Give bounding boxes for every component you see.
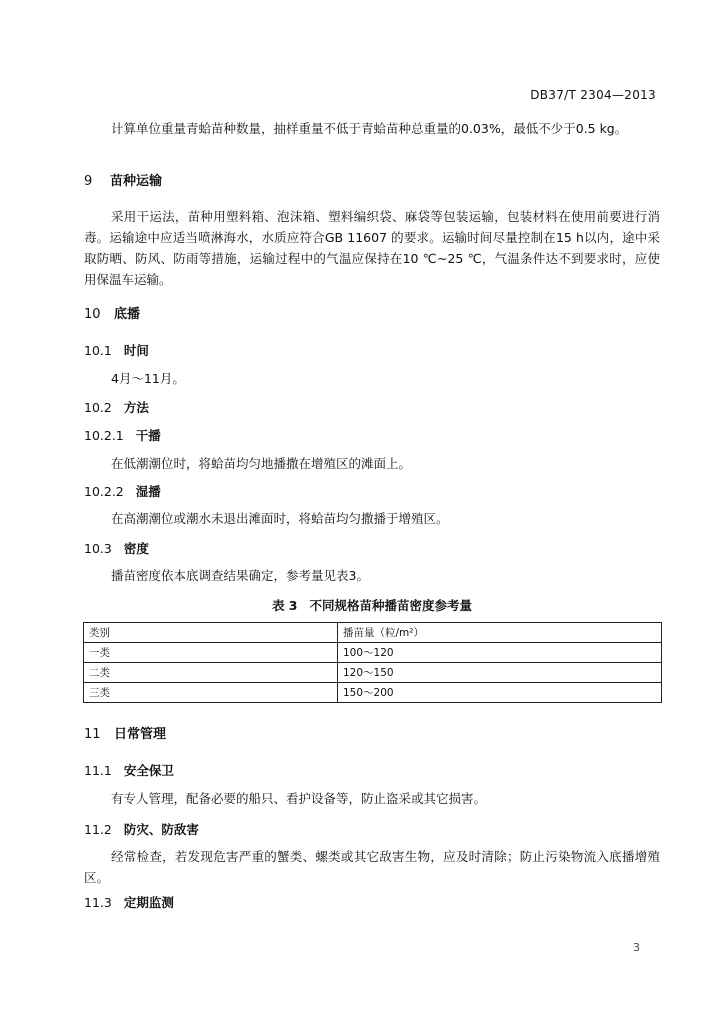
section-11-3-heading (84, 893, 174, 911)
density-table (83, 622, 662, 703)
page-number: 3 (633, 941, 640, 954)
section-title: 苗种运输 (110, 174, 163, 189)
section-10-2-2-heading (84, 482, 161, 500)
section-number: 11.1 (84, 763, 112, 778)
table-title: 不同规格苗种播苗密度参考量 (309, 598, 473, 613)
section-10-heading (84, 303, 140, 322)
paragraph-time: 4月～11月。 (111, 371, 185, 386)
cell-category: 二类 (84, 663, 338, 683)
table-row (84, 663, 662, 683)
paragraph-sampling: 计算单位重量青蛤苗种数量，抽样重量不低于青蛤苗种总重量的0.03%，最低不少于0.5 kg。 (111, 121, 628, 136)
table-label: 表 3 (271, 598, 298, 613)
header-cell-amount: 播苗量（粒/m²） (338, 623, 662, 643)
cell-amount: 120～150 (338, 663, 662, 683)
section-10-2-heading (84, 398, 149, 416)
paragraph-wet-sowing: 在高潮潮位或潮水未退出滩面时，将蛤苗均匀撒播于增殖区。 (111, 511, 449, 526)
section-number: 10.1 (84, 343, 112, 358)
section-9-heading (84, 170, 162, 189)
paragraph-security: 有专人管理，配备必要的船只、看护设备等，防止盗采或其它损害。 (111, 791, 487, 806)
table-row (84, 643, 662, 663)
cell-amount: 100～120 (338, 643, 662, 663)
section-number: 9 (84, 174, 93, 189)
section-title: 湿播 (135, 484, 161, 499)
section-11-heading (84, 723, 166, 742)
paragraph-disaster-prevention: 经常检查，若发现危害严重的蟹类、螺类或其它敌害生物，应及时清除；防止污染物流入底播增殖区。 (84, 849, 660, 885)
section-10-1-heading (84, 341, 149, 359)
section-title: 定期监测 (123, 895, 174, 910)
section-title: 方法 (123, 400, 149, 415)
section-11-2-heading (84, 820, 199, 838)
section-11-1-heading (84, 761, 174, 779)
table-header-row (84, 623, 662, 643)
paragraph-transport: 采用干运法，苗种用塑料箱、泡沫箱、塑料编织袋、麻袋等包装运输，包装材料在使用前要进行消毒。运输途中应适当喷淋海水，水质应符合GB 11607 的要求。运输时间尽量控制在15 h以内，途中采取防晒、防风、防雨等措施，运输过程中的气温应保持在10 ℃~25 ℃，气温条件达不到要求时，应使用保温车运输。 (84, 209, 660, 287)
section-title: 干播 (135, 428, 161, 443)
section-number: 10.2 (84, 400, 112, 415)
section-10-2-1-heading (84, 426, 161, 444)
section-number: 10 (84, 307, 101, 322)
section-number: 10.3 (84, 541, 112, 556)
section-number: 10.2.1 (84, 428, 124, 443)
section-title: 时间 (123, 343, 149, 358)
cell-amount: 150～200 (338, 683, 662, 703)
section-number: 11.3 (84, 895, 112, 910)
header-cell-category: 类别 (84, 623, 338, 643)
section-number: 11.2 (84, 822, 112, 837)
cell-category: 一类 (84, 643, 338, 663)
section-title: 密度 (123, 541, 149, 556)
cell-category: 三类 (84, 683, 338, 703)
section-title: 防灾、防敌害 (123, 822, 199, 837)
standard-code: DB37/T 2304—2013 (530, 88, 656, 102)
section-number: 10.2.2 (84, 484, 124, 499)
section-10-3-heading (84, 539, 149, 557)
section-title: 安全保卫 (123, 763, 174, 778)
paragraph-dry-sowing: 在低潮潮位时，将蛤苗均匀地播撒在增殖区的滩面上。 (111, 456, 412, 471)
section-number: 11 (84, 727, 101, 742)
table-row (84, 683, 662, 703)
paragraph-density: 播苗密度依本底调查结果确定，参考量见表3。 (111, 568, 369, 583)
section-title: 底播 (114, 307, 141, 322)
table-caption (84, 596, 660, 614)
section-title: 日常管理 (114, 727, 167, 742)
